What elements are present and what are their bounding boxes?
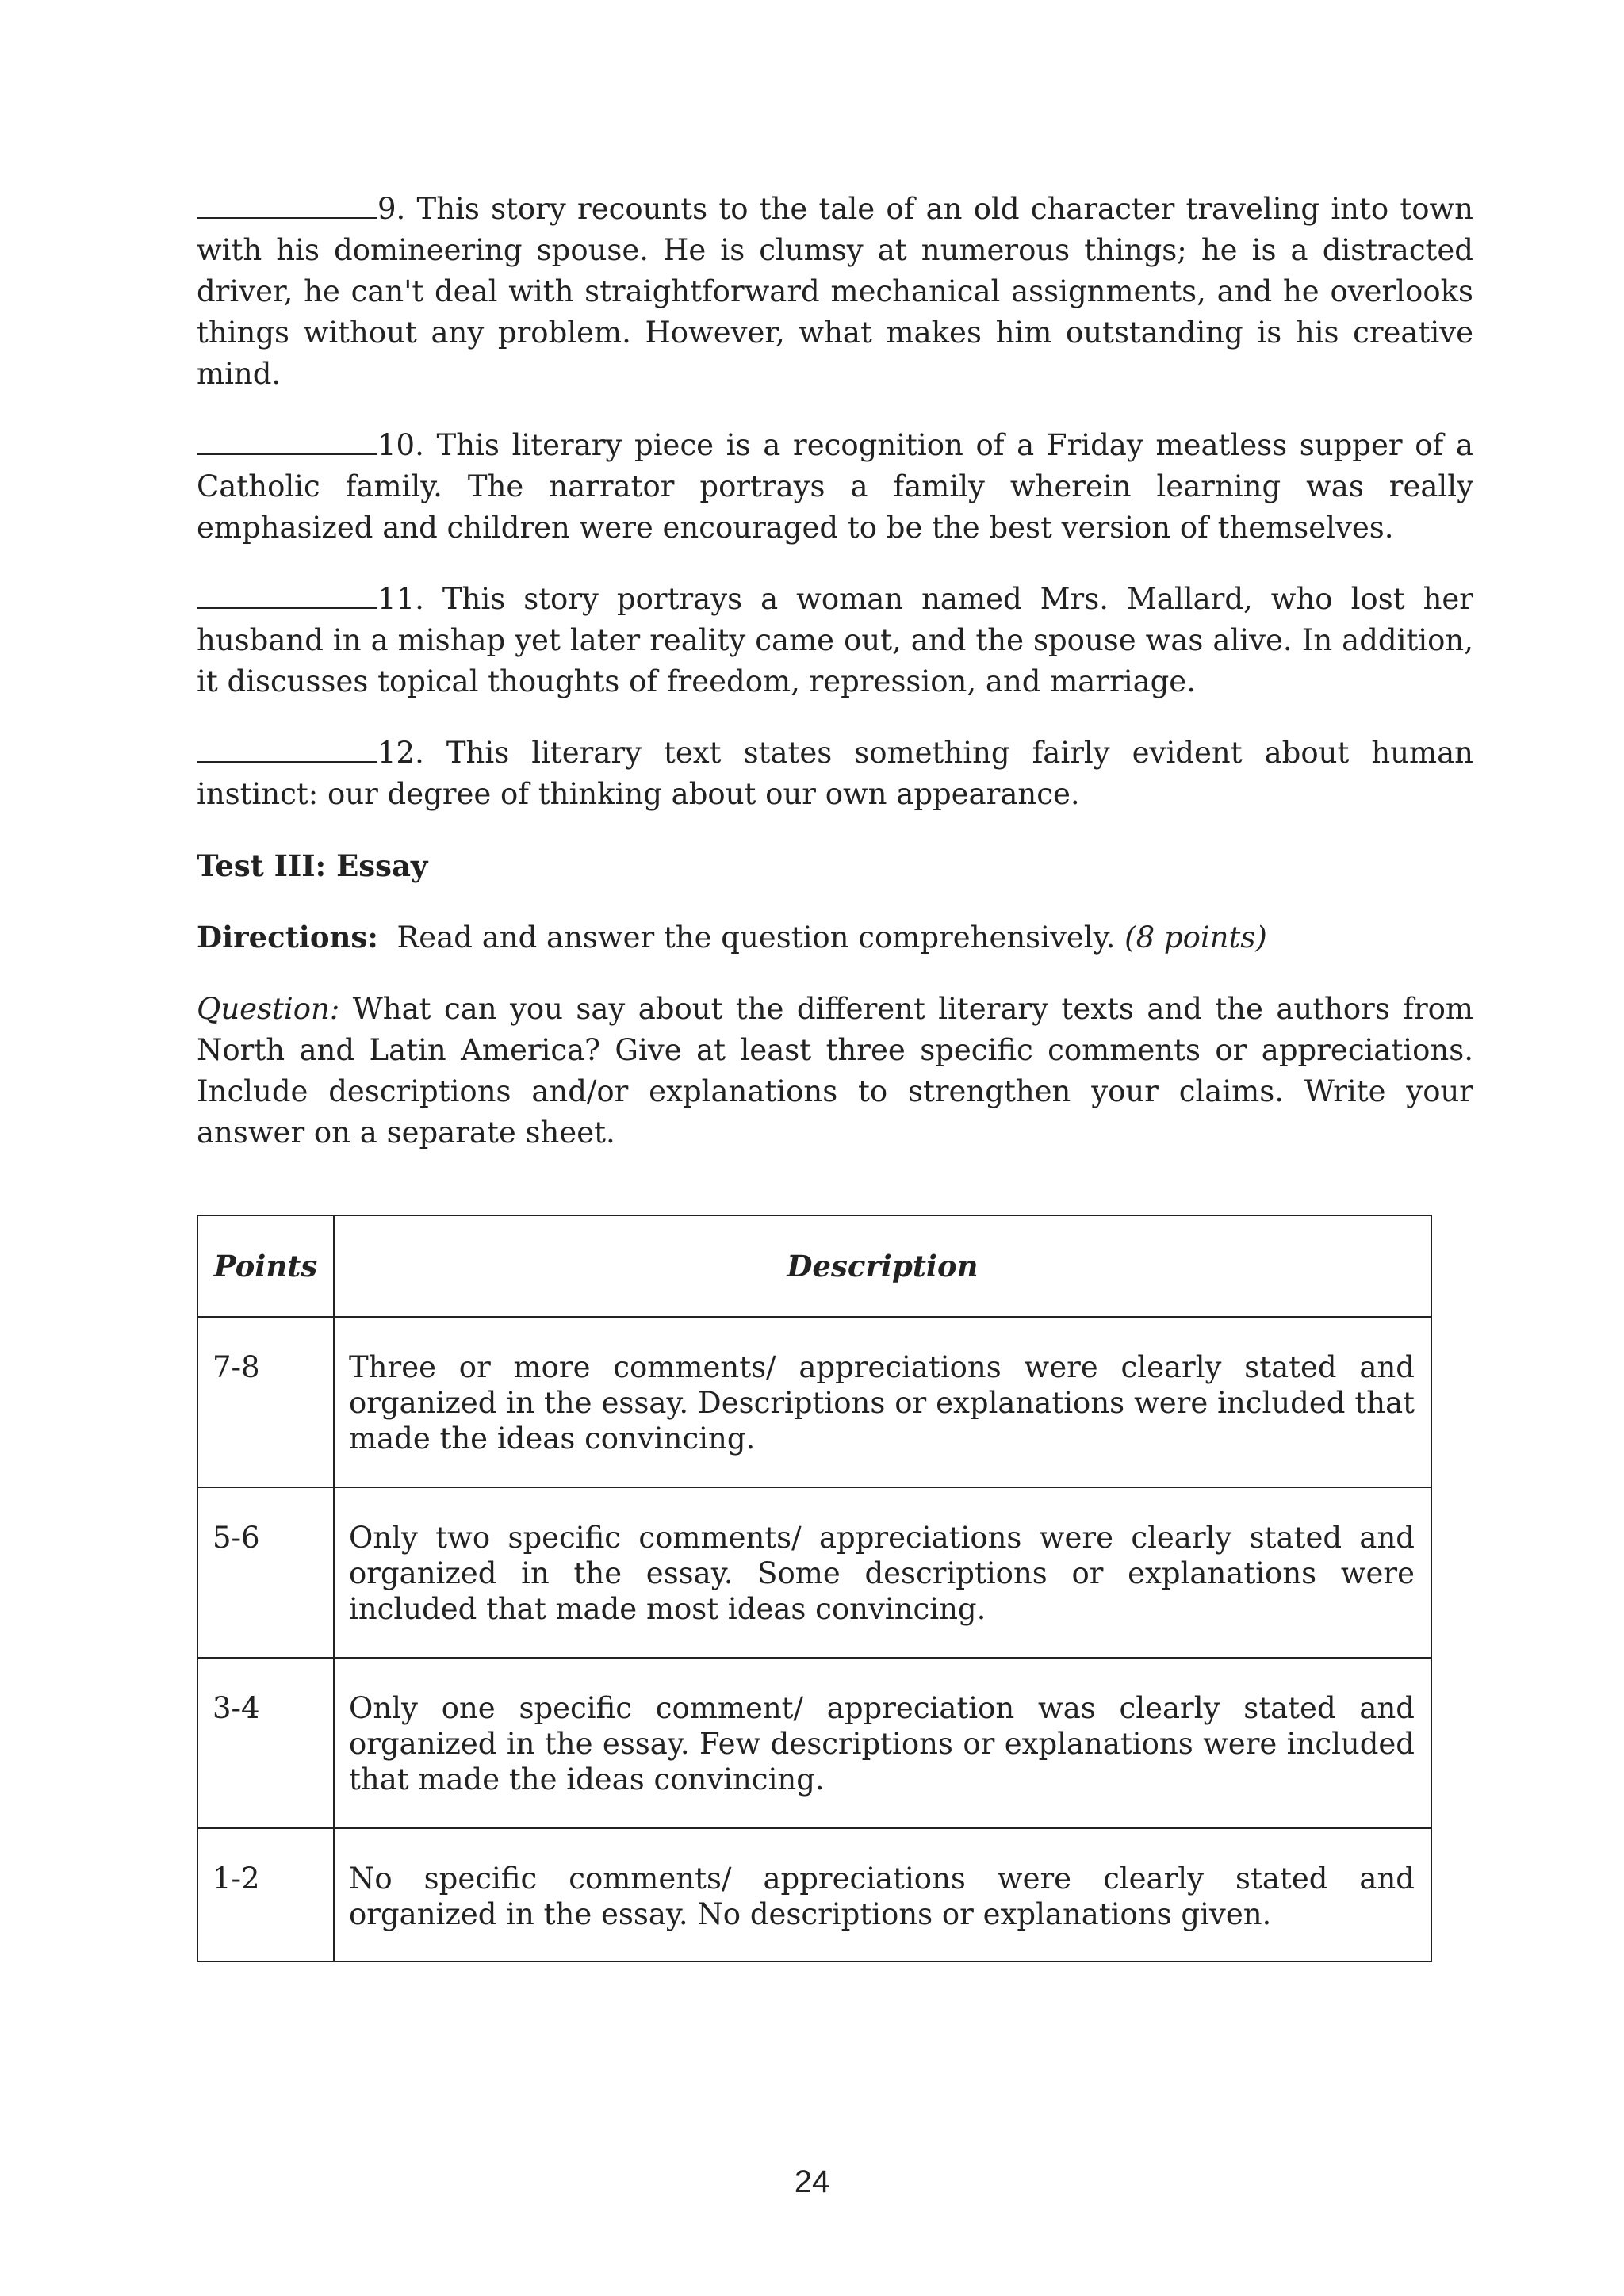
rubric-description: Three or more comments/ appreciations were clearly stated and organized in the essay. Descriptions or explanations were included that made the ideas convincing. (334, 1317, 1431, 1487)
rubric-description: Only two specific comments/ appreciations were clearly stated and organized in the essay. Some descriptions or explanations were included that made most ideas convincing. (334, 1487, 1431, 1658)
points-header: Points (197, 1215, 334, 1317)
rubric-description: No specific comments/ appreciations were clearly stated and organized in the essay. No descriptions or explanations given. (334, 1828, 1431, 1961)
rubric-row (197, 1487, 1431, 1658)
rubric-points: 3-4 (197, 1658, 334, 1828)
directions-points: (8 points) (1124, 920, 1267, 955)
answer-blank[interactable] (197, 193, 377, 219)
item-text: 9. This story recounts to the tale of an old character traveling into town with his domineering spouse. He is clumsy at numerous things; he is a distracted driver, he can't deal with straightforward mechanical assignments, and he overlooks things without any problem. However, what makes him outstanding is his creative mind. (197, 192, 1473, 391)
question-label: Question: (197, 992, 340, 1026)
test-heading: Test III: Essay (197, 848, 428, 883)
item-9 (197, 189, 1473, 395)
rubric-points: 5-6 (197, 1487, 334, 1658)
rubric-description: Only one specific comment/ appreciation was clearly stated and organized in the essay. Few descriptions or explanations were included that made the ideas convincing. (334, 1658, 1431, 1828)
item-text: 11. This story portrays a woman named Mrs. Mallard, who lost her husband in a mishap yet later reality came out, and the spouse was alive. In addition, it discusses topical thoughts of freedom, repression, and marriage. (197, 582, 1473, 698)
document-body (197, 189, 1473, 1184)
item-12 (197, 733, 1473, 815)
answer-blank[interactable] (197, 737, 377, 763)
item-text: 10. This literary piece is a recognition of a Friday meatless supper of a Catholic family. The narrator portrays a family wherein learning was really emphasized and children were encouraged to be the best version of themselves. (197, 428, 1473, 545)
answer-blank[interactable] (197, 430, 377, 455)
directions-label: Directions: (197, 920, 378, 955)
rubric-points: 7-8 (197, 1317, 334, 1487)
directions (197, 916, 1473, 959)
item-text: 12. This literary text states something fairly evident about human instinct: our degree of thinking about our own appearance. (197, 736, 1473, 811)
answer-blank[interactable] (197, 584, 377, 609)
item-11 (197, 579, 1473, 702)
rubric-row (197, 1828, 1431, 1961)
rubric-table (197, 1215, 1432, 1962)
item-10 (197, 425, 1473, 549)
rubric-header-row (197, 1215, 1431, 1317)
rubric-row (197, 1658, 1431, 1828)
question-text: What can you say about the different literary texts and the authors from North and Latin America? Give at least three specific comments or appreciations. Include descriptions and/or explanations to strengthen your claims. Write your answer on a separate sheet. (197, 992, 1474, 1150)
rubric-points: 1-2 (197, 1828, 334, 1961)
directions-text: Read and answer the question comprehensively. (396, 920, 1116, 955)
description-header: Description (334, 1215, 1431, 1317)
essay-question (197, 989, 1473, 1154)
page-number: 24 (794, 2164, 830, 2199)
rubric-row (197, 1317, 1431, 1487)
